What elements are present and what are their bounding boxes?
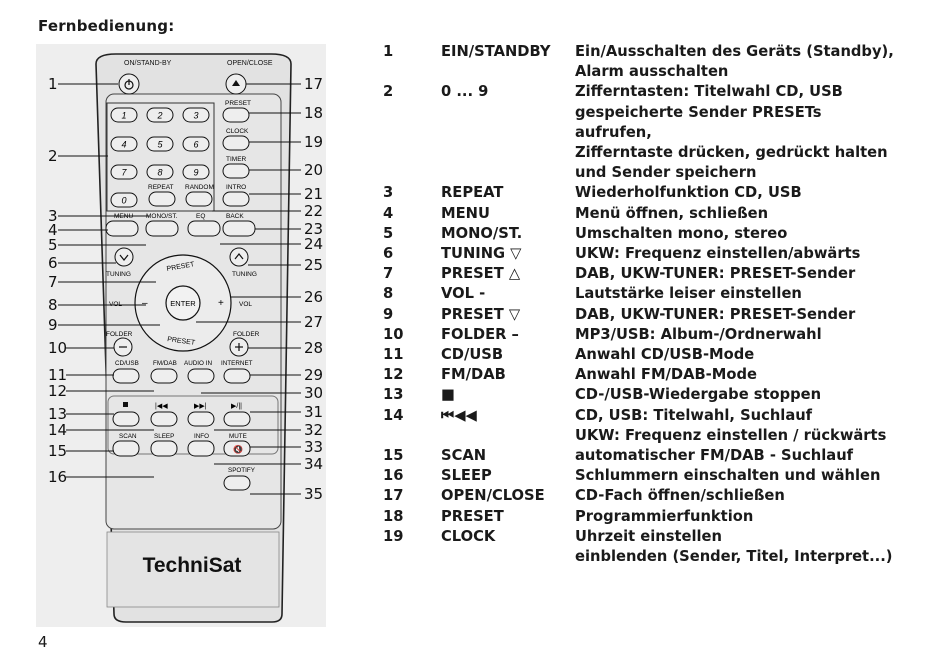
menu-button: [106, 221, 138, 236]
legend-description: [575, 204, 923, 224]
legend-description: [575, 42, 923, 82]
previous-button: [151, 412, 177, 426]
legend-key: REPEAT: [441, 184, 504, 202]
callout-number: 15: [48, 442, 68, 460]
legend-number: 17: [383, 487, 404, 505]
page-number: 4: [38, 633, 48, 651]
digit-label: 5: [157, 139, 163, 150]
legend-row: [383, 446, 923, 466]
legend-description: [575, 406, 923, 446]
tuning-up-button: [230, 248, 248, 266]
legend-row: [383, 385, 923, 405]
vol-plus-symbol: +: [218, 298, 224, 309]
legend-number: 14: [383, 406, 404, 424]
label-mute: MUTE: [229, 433, 247, 440]
legend-description-line: aufrufen,: [575, 123, 652, 141]
callout-number: 22: [304, 202, 324, 220]
legend-row: [383, 305, 923, 325]
callout-number: 19: [304, 133, 324, 151]
digit-label: 7: [121, 167, 127, 178]
vol-minus-symbol: –: [142, 298, 148, 309]
legend-description-line: Schlummern einschalten und wählen: [575, 467, 881, 485]
legend-key: CD/USB: [441, 346, 504, 364]
legend-description-line: UKW: Frequenz einstellen / rückwärts: [575, 426, 887, 444]
label-internet: INTERNET: [221, 360, 253, 367]
legend-key: FM/DAB: [441, 366, 506, 384]
label-audioin: AUDIO IN: [184, 360, 212, 367]
legend-description: [575, 446, 923, 466]
label-intro: INTRO: [226, 184, 247, 191]
legend-number: 13: [383, 386, 404, 404]
callout-number: 9: [48, 316, 58, 334]
legend-description: [575, 244, 923, 264]
legend-description: [575, 284, 923, 304]
legend-description-line: CD-Fach öffnen/schließen: [575, 487, 785, 505]
legend-description-line: Alarm ausschalten: [575, 63, 729, 81]
digit-label: 9: [193, 167, 199, 178]
tuning-down-button: [115, 248, 133, 266]
play-pause-icon: ▶/||: [231, 403, 242, 410]
key-legend: [383, 42, 923, 567]
legend-number: 6: [383, 245, 394, 263]
legend-number: 1: [383, 43, 394, 60]
previous-icon: |◀◀: [155, 403, 168, 410]
label-preset-down: PRESET: [166, 336, 196, 347]
legend-description: [575, 82, 923, 183]
callout-number: 10: [48, 339, 68, 357]
label-tuning-left: TUNING: [106, 271, 131, 278]
legend-row: [383, 42, 923, 82]
legend-key: TUNING ▽: [441, 245, 522, 263]
legend-description: [575, 507, 923, 527]
spotify-button: [224, 476, 250, 490]
timer-button: [223, 164, 249, 178]
preset-button: [223, 108, 249, 122]
label-folder-left: FOLDER: [106, 331, 133, 338]
digit-label: 2: [157, 110, 163, 121]
legend-description: [575, 325, 923, 345]
label-sleep: SLEEP: [154, 433, 175, 440]
label-preset-up: PRESET: [166, 261, 195, 273]
digit-label: 8: [157, 167, 163, 178]
legend-row: [383, 486, 923, 506]
digit-label: 1: [121, 110, 127, 121]
legend-key: 0 ... 9: [441, 83, 489, 101]
legend-number: 11: [383, 346, 404, 364]
callout-number: 20: [304, 161, 324, 179]
scan-button: [113, 441, 139, 456]
legend-description: [575, 385, 923, 405]
eject-button: [226, 74, 246, 94]
callout-number: 18: [304, 104, 324, 122]
digit-label: 4: [121, 139, 127, 150]
callout-number: 11: [48, 366, 68, 384]
cdusb-button: [113, 369, 139, 383]
legend-key: PRESET: [441, 507, 504, 525]
digit-label: 3: [193, 110, 199, 121]
legend-key: OPEN/CLOSE: [441, 487, 545, 505]
label-onstandby: ON/STAND-BY: [124, 60, 172, 67]
info-button: [188, 441, 214, 456]
label-vol-right: VOL: [239, 301, 253, 308]
callout-number: 24: [304, 235, 324, 253]
legend-number: 8: [383, 285, 394, 303]
fmdab-button: [151, 369, 177, 383]
stop-icon: [123, 402, 128, 407]
callout-number: 6: [48, 254, 58, 272]
back-button: [223, 221, 255, 236]
label-repeat: REPEAT: [148, 184, 174, 191]
legend-number: 16: [383, 467, 404, 485]
callout-number: 12: [48, 382, 68, 400]
power-button: [119, 74, 139, 94]
legend-row: [383, 406, 923, 446]
legend-description: [575, 466, 923, 486]
legend-row: [383, 365, 923, 385]
callout-number: 17: [304, 75, 324, 93]
legend-description-line: Wiederholfunktion CD, USB: [575, 184, 802, 202]
legend-key: MENU: [441, 204, 490, 222]
legend-description-line: UKW: Frequenz einstellen/abwärts: [575, 245, 861, 263]
mute-icon: 🔇: [233, 445, 243, 454]
legend-row: [383, 507, 923, 527]
legend-description-line: Umschalten mono, stereo: [575, 224, 788, 242]
legend-key: FOLDER –: [441, 325, 519, 343]
legend-key: ■: [441, 386, 455, 404]
monost-button: [146, 221, 178, 236]
label-vol-left: VOL: [109, 301, 123, 308]
legend-description-line: Anwahl CD/USB-Mode: [575, 346, 755, 364]
label-info: INFO: [194, 433, 210, 440]
callout-number: 28: [304, 339, 324, 357]
callout-number: 7: [48, 273, 58, 291]
legend-row: [383, 183, 923, 203]
legend-row: [383, 82, 923, 183]
callout-number: 35: [304, 485, 324, 503]
stop-button: [113, 412, 139, 426]
legend-key: VOL -: [441, 285, 486, 303]
callout-number: 3: [48, 207, 58, 225]
legend-number: 7: [383, 265, 394, 283]
legend-row: [383, 284, 923, 304]
legend-description-line: CD-/USB-Wiedergabe stoppen: [575, 386, 822, 404]
legend-number: 5: [383, 224, 394, 242]
legend-number: 12: [383, 366, 404, 384]
legend-row: [383, 244, 923, 264]
random-button: [186, 192, 212, 206]
legend-description-line: Anwahl FM/DAB-Mode: [575, 366, 757, 384]
legend-number: 3: [383, 184, 394, 202]
legend-description: [575, 264, 923, 284]
legend-row: [383, 345, 923, 365]
label-timer: TIMER: [226, 156, 247, 163]
label-cdusb: CD/USB: [115, 360, 139, 367]
label-preset: PRESET: [225, 100, 252, 107]
legend-row: [383, 325, 923, 345]
label-openclose: OPEN/CLOSE: [227, 60, 273, 67]
legend-key: SLEEP: [441, 467, 492, 485]
remote-control-illustration: [36, 44, 326, 627]
digit-label: 6: [193, 139, 199, 150]
page-heading: Fernbedienung:: [38, 17, 175, 35]
legend-description: [575, 224, 923, 244]
enter-label: ENTER: [170, 299, 196, 308]
legend-description-line: Ein/Ausschalten des Geräts (Standby),: [575, 43, 894, 60]
legend-key: EIN/STANDBY: [441, 43, 551, 60]
legend-description-line: Zifferntasten: Titelwahl CD, USB: [575, 83, 843, 101]
legend-description: [575, 305, 923, 325]
callout-number: 8: [48, 296, 58, 314]
legend-description-line: und Sender speichern: [575, 164, 757, 182]
legend-description: [575, 365, 923, 385]
callout-number: 14: [48, 421, 68, 439]
audioin-button: [188, 369, 214, 383]
callout-number: 26: [304, 288, 324, 306]
legend-number: 9: [383, 305, 394, 323]
callout-number: 34: [304, 455, 324, 473]
legend-description-line: gespeicherte Sender PRESETs: [575, 103, 822, 121]
legend-description-line: MP3/USB: Album-/Ordnerwahl: [575, 325, 822, 343]
clock-button: [223, 136, 249, 150]
callout-number: 16: [48, 468, 68, 486]
legend-row: [383, 466, 923, 486]
label-fmdab: FM/DAB: [153, 360, 177, 367]
legend-key: ⏮◀◀: [441, 406, 477, 424]
play-pause-button: [224, 412, 250, 426]
legend-number: 2: [383, 83, 394, 101]
legend-description-line: DAB, UKW-TUNER: PRESET-Sender: [575, 265, 856, 283]
legend-row: [383, 224, 923, 244]
label-scan: SCAN: [119, 433, 137, 440]
internet-button: [224, 369, 250, 383]
callout-number: 13: [48, 405, 68, 423]
legend-description-line: Programmierfunktion: [575, 507, 754, 525]
callout-number: 2: [48, 147, 58, 165]
callout-number: 33: [304, 438, 324, 456]
label-back: BACK: [226, 213, 244, 220]
legend-description-line: CD, USB: Titelwahl, Suchlauf: [575, 406, 813, 424]
repeat-button: [149, 192, 175, 206]
legend-description-line: automatischer FM/DAB - Suchlauf: [575, 447, 854, 465]
label-menu: MENU: [114, 213, 134, 220]
callout-number: 30: [304, 384, 324, 402]
legend-key: CLOCK: [441, 527, 496, 545]
legend-number: 19: [383, 527, 404, 545]
legend-row: [383, 204, 923, 224]
legend-key: PRESET △: [441, 265, 521, 283]
label-random: RANDOM: [185, 184, 214, 191]
legend-row: [383, 527, 923, 567]
callout-number: 32: [304, 421, 324, 439]
brand-logo: TechniSat: [142, 554, 242, 577]
callout-number: 25: [304, 256, 324, 274]
legend-description-line: Uhrzeit einstellen: [575, 527, 722, 545]
callout-number: 29: [304, 366, 324, 384]
legend-description: [575, 345, 923, 365]
label-eq: EQ: [196, 213, 206, 220]
callout-number: 21: [304, 185, 324, 203]
legend-description-line: Lautstärke leiser einstellen: [575, 285, 802, 303]
callout-number: 1: [48, 75, 58, 93]
callout-number: 4: [48, 221, 58, 239]
next-icon: ▶▶|: [194, 403, 207, 410]
sleep-button: [151, 441, 177, 456]
label-tuning-right: TUNING: [232, 271, 257, 278]
legend-description-line: Zifferntaste drücken, gedrückt halten: [575, 144, 888, 162]
intro-button: [223, 192, 249, 206]
callout-number: 27: [304, 313, 324, 331]
legend-key: PRESET ▽: [441, 305, 521, 323]
legend-key: MONO/ST.: [441, 224, 523, 242]
eq-button: [188, 221, 220, 236]
label-clock: CLOCK: [226, 128, 249, 135]
legend-number: 15: [383, 447, 404, 465]
legend-key: SCAN: [441, 447, 487, 465]
label-folder-right: FOLDER: [233, 331, 260, 338]
legend-number: 4: [383, 204, 394, 222]
callout-number: 23: [304, 220, 324, 238]
legend-description-line: einblenden (Sender, Titel, Interpret...): [575, 548, 893, 566]
callout-number: 31: [304, 403, 324, 421]
label-spotify: SPOTIFY: [228, 467, 255, 474]
legend-description: [575, 527, 923, 567]
digit-label: 0: [121, 195, 127, 206]
legend-description-line: Menü öffnen, schließen: [575, 204, 769, 222]
legend-number: 18: [383, 507, 404, 525]
legend-description-line: DAB, UKW-TUNER: PRESET-Sender: [575, 305, 856, 323]
label-monost: MONO/ST.: [146, 213, 178, 220]
legend-description: [575, 183, 923, 203]
callout-number: 5: [48, 236, 58, 254]
legend-description: [575, 486, 923, 506]
legend-row: [383, 264, 923, 284]
next-button: [188, 412, 214, 426]
legend-number: 10: [383, 325, 404, 343]
